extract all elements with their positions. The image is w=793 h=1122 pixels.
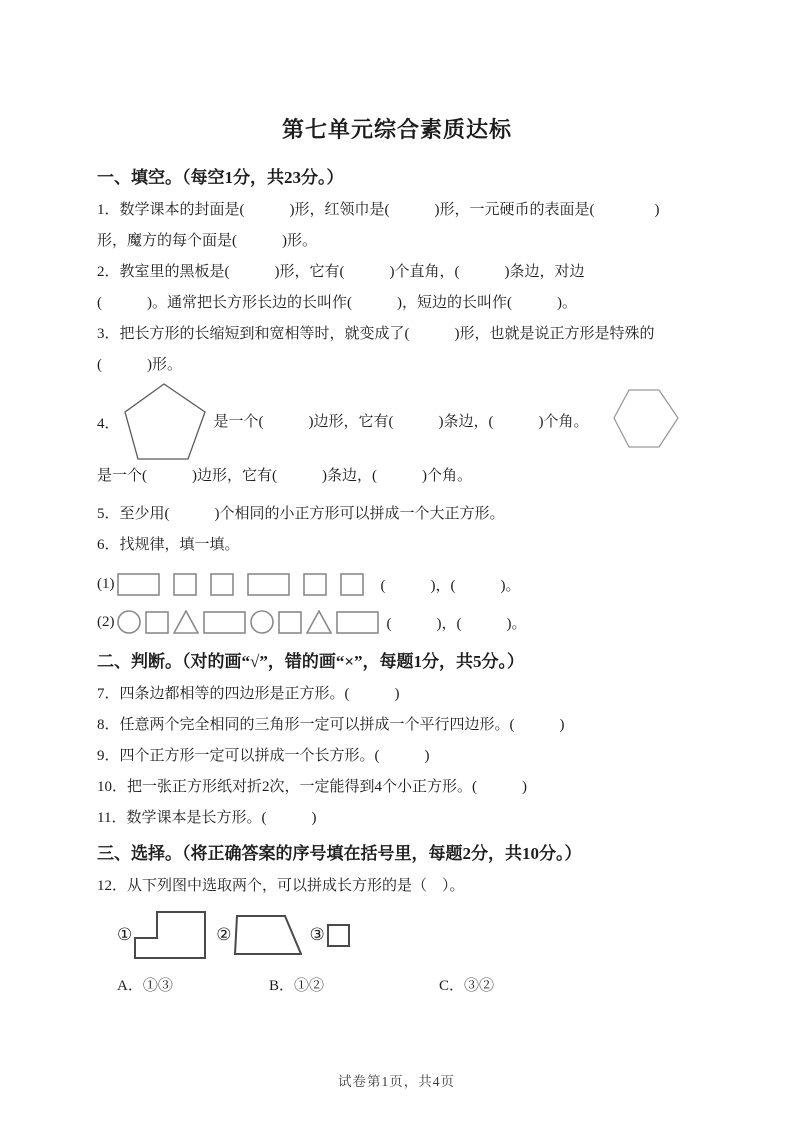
question-9: 9．四个正方形一定可以拼成一个长方形。( ) <box>97 748 430 764</box>
question-1-line-2: 形，魔方的每个面是( )形。 <box>97 233 317 249</box>
question-6-stem: 6．找规律，填一填。 <box>97 537 240 553</box>
triangle-icon <box>173 610 199 634</box>
question-5: 5．至少用( )个相同的小正方形可以拼成一个大正方形。 <box>97 506 505 522</box>
pentagon-icon <box>124 383 206 461</box>
pattern-row-1 <box>97 569 697 599</box>
circle-icon <box>117 610 141 634</box>
option-a: A．①③ <box>117 978 173 994</box>
figure-1-label: ① <box>117 925 133 944</box>
square-icon <box>173 573 197 596</box>
question-12-options <box>97 972 697 1000</box>
question-4-line-2: 是一个( )边形，它有( )条边，( )个角。 <box>97 468 472 484</box>
hexagon-icon <box>613 389 679 448</box>
section-1-heading: 一、填空。（每空1分，共23分。） <box>97 168 344 187</box>
question-3-line-1: 3．把长方形的长缩短到和宽相等时，就变成了( )形，也就是说正方形是特殊的 <box>97 326 655 342</box>
question-8: 8．任意两个完全相同的三角形一定可以拼成一个平行四边形。( ) <box>97 717 565 733</box>
question-2-line-2: ( )。通常把长方形长边的长叫作( )，短边的长叫作( )。 <box>97 295 577 311</box>
triangle-icon <box>306 610 332 634</box>
rectangle-icon <box>117 573 160 596</box>
pattern-row-2 <box>97 607 697 637</box>
question-3-line-2: ( )形。 <box>97 357 182 373</box>
pattern-row-2-shapes <box>117 610 383 634</box>
question-1-line-1: 1．数学课本的封面是( )形，红领巾是( )形，一元硬币的表面是( ) <box>97 202 660 218</box>
l-shape-icon <box>134 911 206 959</box>
question-2-line-1: 2．教室里的黑板是( )形，它有( )个直角，( )条边，对边 <box>97 264 585 280</box>
square-icon <box>340 573 364 596</box>
page-title: 第七单元综合素质达标 <box>281 117 512 142</box>
small-square-icon <box>327 924 350 947</box>
option-c: C．③② <box>439 978 495 994</box>
figure-2-label: ② <box>216 925 232 944</box>
question-11: 11．数学课本是长方形。( ) <box>97 810 317 826</box>
square-icon <box>210 573 234 596</box>
pattern-row-1-label: (1) <box>97 575 115 592</box>
trapezoid-icon <box>234 915 302 955</box>
question-4-number: 4． <box>97 415 120 432</box>
square-icon <box>145 611 169 634</box>
question-7: 7．四条边都相等的四边形是正方形。( ) <box>97 686 400 702</box>
square-icon <box>303 573 327 596</box>
option-b: B．①② <box>269 978 325 994</box>
pattern-row-2-label: (2) <box>97 613 115 630</box>
rectangle-icon <box>203 611 246 634</box>
pattern-row-2-blanks: ( )，( )。 <box>386 615 527 632</box>
figure-3-label: ③ <box>309 925 325 944</box>
pattern-row-1-shapes <box>117 573 377 596</box>
rectangle-icon <box>247 573 290 596</box>
page-footer: 试卷第1页，共4页 <box>338 1074 455 1089</box>
pattern-row-1-blanks: ( )，( )。 <box>380 577 521 594</box>
question-10: 10．把一张正方形纸对折2次，一定能得到4个小正方形。( ) <box>97 779 527 795</box>
question-12-figures <box>97 904 697 966</box>
section-2-heading: 二、判断。（对的画“√”，错的画“×”，每题1分，共5分。） <box>97 652 525 671</box>
circle-icon <box>250 610 274 634</box>
section-3-heading: 三、选择。（将正确答案的序号填在括号里，每题2分，共10分。） <box>97 844 582 863</box>
question-12-stem: 12．从下列图中选取两个，可以拼成长方形的是（ ）。 <box>97 878 465 894</box>
question-4-block <box>97 383 697 492</box>
rectangle-icon <box>336 611 379 634</box>
question-4-line-1: 是一个( )边形，它有( )条边，( )个角。 <box>213 413 589 430</box>
square-icon <box>278 611 302 634</box>
